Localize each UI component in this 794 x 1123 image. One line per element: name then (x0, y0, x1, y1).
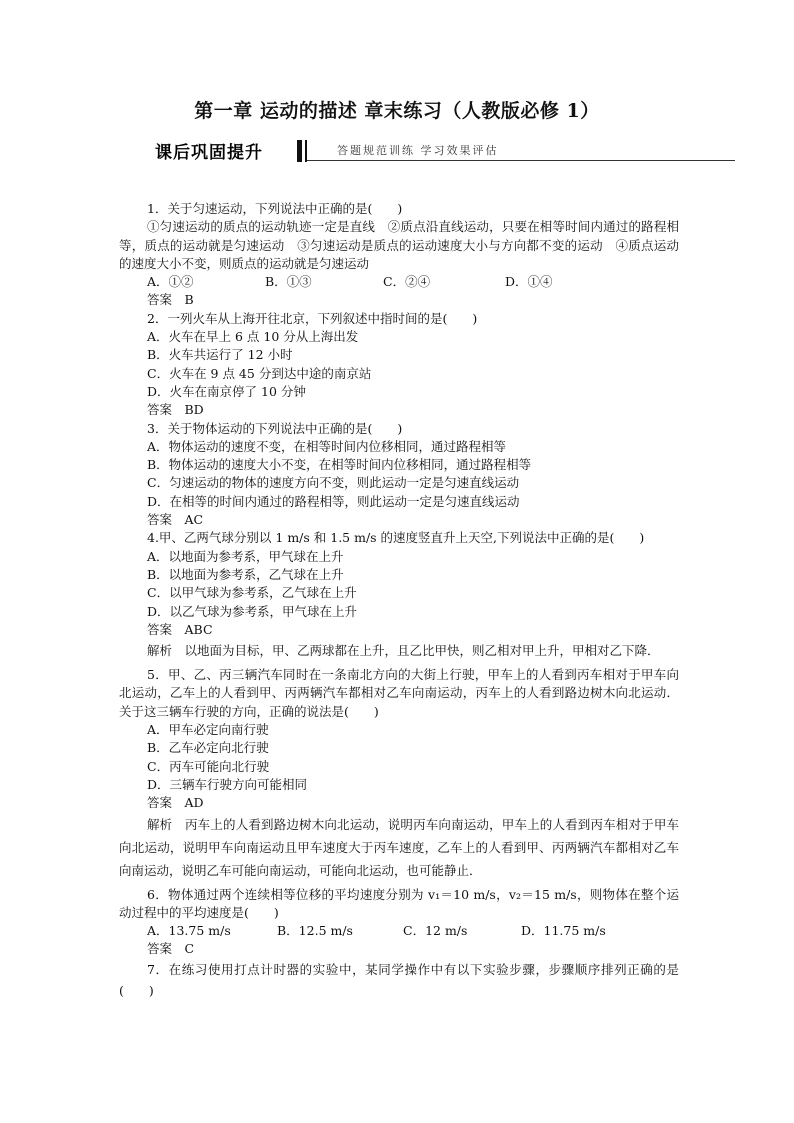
q5-stem: 5．甲、乙、丙三辆汽车同时在一条南北方向的大街上行驶，甲车上的人看到丙车相对于甲车向北运动，乙车上的人看到甲、丙两辆汽车都相对乙车向南运动，丙车上的人看到路边树木向北运动．关于这三辆车行驶的方向，正确的说法是( ) (119, 667, 679, 719)
banner-bar-thin (305, 140, 307, 162)
q4-option-b: B．以地面为参考系，乙气球在上升 (147, 566, 344, 582)
q2-option-b: B．火车共运行了 12 小时 (147, 347, 293, 363)
q6-options (119, 922, 679, 940)
page-title: 第一章 运动的描述 章末练习（人教版必修 1） (194, 100, 600, 122)
q2-stem: 2．一列火车从上海开往北京，下列叙述中指时间的是( ) (147, 310, 478, 326)
q1-option-b: B．①③ (265, 274, 312, 290)
q6-option-d: D．11.75 m/s (521, 923, 606, 939)
q1-options (119, 273, 679, 291)
q6-stem: 6．物体通过两个连续相等位移的平均速度分别为 v₁＝10 m/s，v₂＝15 m/s，则物体在整个运动过程中的平均速度是( ) (119, 886, 679, 920)
section-banner (147, 138, 735, 164)
q4-option-a: A．以地面为参考系，甲气球在上升 (147, 548, 344, 564)
banner-label: 课后巩固提升 (155, 143, 263, 163)
q1-stem: 1．关于匀速运动，下列说法中正确的是( ) (147, 201, 403, 216)
q3-option-d: D．在相等的时间内通过的路程相等，则此运动一定是匀速直线运动 (147, 493, 520, 509)
banner-bar (297, 140, 302, 162)
q4-option-c: C．以甲气球为参考系，乙气球在上升 (147, 585, 357, 601)
q5-option-d: D．三辆车行驶方向可能相同 (147, 776, 308, 792)
q1-option-a: A．①② (147, 274, 194, 290)
q4-analysis: 解析 以地面为目标，甲、乙两球都在上升，且乙比甲快，则乙相对甲上升，甲相对乙下降． (147, 643, 660, 659)
q5-option-c: C．丙车可能向北行驶 (147, 758, 270, 774)
q6-option-b: B．12.5 m/s (277, 923, 353, 939)
q1-option-d: D．①④ (505, 274, 553, 290)
q4-answer: 答案 ABC (147, 621, 213, 637)
q2-option-c: C．火车在 9 点 45 分到达中途的南京站 (147, 365, 372, 381)
q4-stem: 4.甲、乙两气球分别以 1 m/s 和 1.5 m/s 的速度竖直升上天空,下列说法中正确的是( ) (147, 530, 645, 546)
q4-option-d: D．以乙气球为参考系，甲气球在上升 (147, 603, 358, 619)
q6-option-a: A．13.75 m/s (147, 923, 231, 939)
q3-option-c: C．匀速运动的物体的速度方向不变，则此运动一定是匀速直线运动 (147, 475, 520, 491)
q1-option-c: C．②④ (383, 274, 431, 290)
q2-option-a: A．火车在早上 6 点 10 分从上海出发 (147, 329, 359, 345)
q6-answer: 答案 C (147, 941, 195, 957)
q3-option-a: A．物体运动的速度不变，在相等时间内位移相同，通过路程相等 (147, 438, 507, 454)
banner-subtitle: 答题规范训练 学习效果评估 (337, 144, 499, 157)
q3-stem: 3．关于物体运动的下列说法中正确的是( ) (147, 420, 403, 436)
question-list (119, 200, 679, 1001)
q2-answer: 答案 BD (147, 402, 204, 418)
q3-option-b: B．物体运动的速度大小不变，在相等时间内位移相同，通过路程相等 (147, 457, 532, 473)
q6-option-c: C．12 m/s (403, 923, 468, 939)
q5-option-b: B．乙车必定向北行驶 (147, 740, 269, 756)
q2-option-d: D．火车在南京停了 10 分钟 (147, 383, 306, 399)
q7-stem: 7．在练习使用打点计时器的实验中，某同学操作中有以下实验步骤，步骤顺序排列正确的是( ) (119, 961, 679, 998)
q5-option-a: A．甲车必定向南行驶 (147, 722, 269, 738)
q5-answer: 答案 AD (147, 795, 204, 811)
q1-answer: 答案 B (147, 292, 194, 308)
q5-analysis: 解析 丙车上的人看到路边树木向北运动，说明丙车向南运动，甲车上的人看到丙车相对于甲车向北运动，说明甲车向南运动且甲车速度大于丙车速度，乙车上的人看到甲、丙两辆汽车都相对乙车向南运动，说明乙车可能向南运动，可能向北运动，也可能静止． (119, 816, 679, 878)
q1-body: ①匀速运动的质点的运动轨迹一定是直线 ②质点沿直线运动，只要在相等时间内通过的路程相等，质点的运动就是匀速运动 ③匀速运动是质点的运动速度大小与方向都不变的运动 ④质点运动的速度大小不变，则质点的运动就是匀速运动 (119, 219, 679, 271)
banner-rule (307, 160, 735, 161)
q3-answer: 答案 AC (147, 512, 204, 528)
